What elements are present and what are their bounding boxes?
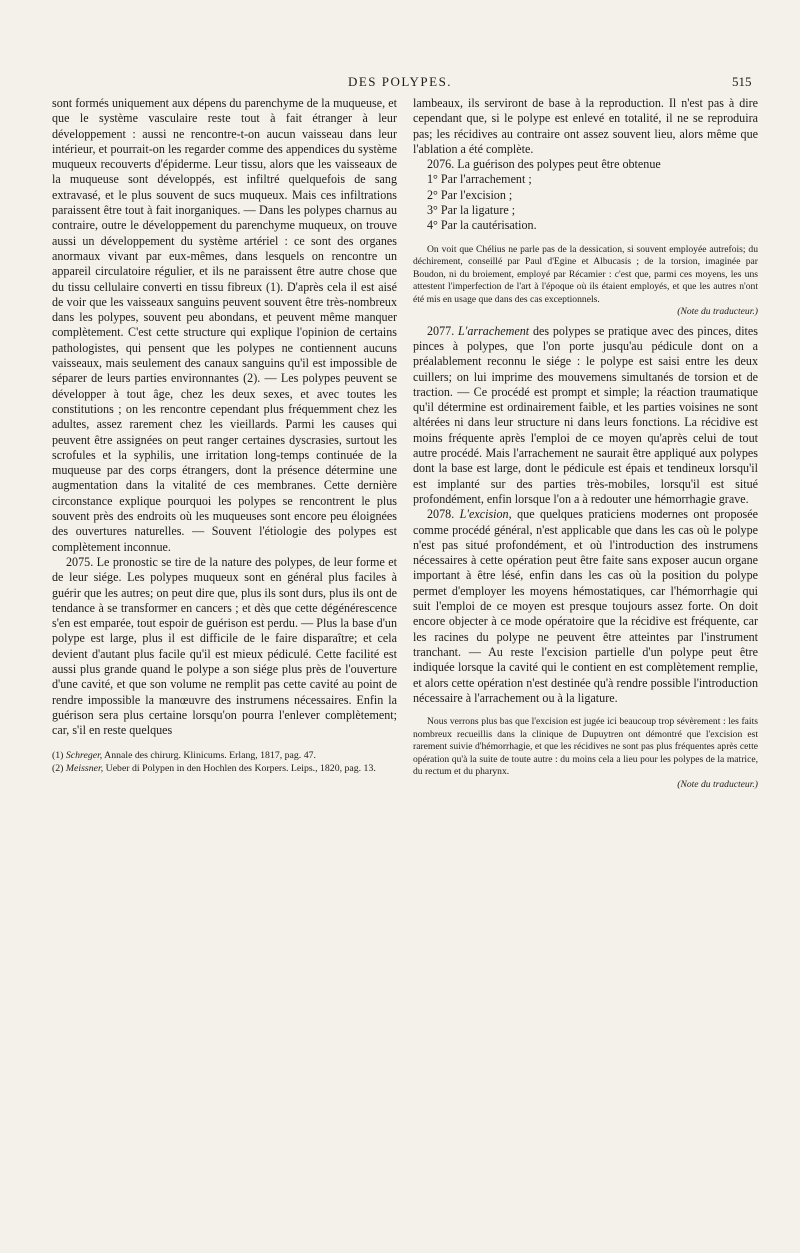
paragraph-2075: 2075. Le pronostic se tire de la nature des polypes, de leur forme et de leur siége. Les polypes muqueux sont en général plus faciles à guérir que les autres; on peut dire que, plus ils sont durs, plus ils ont de tendance à se transformer en cancers ; et dès que cette dégénérescence s'en est emparée, tout espoir de guérison est perdu. — Plus la base d'un polype est large, plus il est difficile de le faire disparaître; et cela devient d'autant plus facile qu'il est mieux pédiculé. Cette facilité est aussi plus grande quand le polype a son siége plus près de l'ouverture d'une cavité, et que son volume ne remplit pas cette cavité au point de rendre impossible la manœuvre des instrumens nécessaires. Enfin la guérison sera plus certaine lorsqu'on pourra l'enlever complètement; car, s'il en reste quelques — [52, 554, 397, 738]
list-item: 2° Par l'excision ; — [427, 187, 513, 202]
footnote-1-text: Annale des chirurg. Klinicums. Erlang, 1817, pag. 47. — [102, 750, 316, 762]
translator-note-1-signature: (Note du traducteur.) — [677, 306, 758, 318]
paragraph-continuation: lambeaux, ils serviront de base à la reproduction. Il n'est pas à dire cependant que, si le polype est enlevé en totalité, il ne se reproduira pas; les récidives au contraire ont assez souvent lieu, alors même que l'ablation a été complète. — [413, 96, 758, 156]
footnote-2-number: (2) — [52, 763, 64, 775]
list-item: 4° Par la cautérisation. — [427, 218, 537, 233]
paragraph-2077 — [413, 324, 758, 508]
paragraph-2078-term: L'excision — [459, 507, 509, 522]
right-column — [413, 96, 758, 791]
translator-note-1: On voit que Chélius ne parle pas de la dessication, si souvent employée autrefois; du déchirement, conseillé par Paul d'Egine et Albucasis ; de la torsion, imaginée par Boudon, ni du broiement, employé par Récamier : c'est que, parmi ces moyens, les uns attestent l'imperfection de l'art à l'époque où ils étaient employés, et que les autres n'ont été mis en usage que dans des cas exceptionnels. — [413, 243, 758, 305]
translator-note-2-signature: (Note du traducteur.) — [677, 778, 758, 790]
footnote-2-author: Meissner, — [65, 763, 104, 775]
footnote-2-text: Ueber di Polypen in den Hochlen des Korpers. Leips., 1820, pag. 13. — [103, 763, 376, 775]
left-column — [52, 96, 397, 776]
list-item: 3° Par la ligature ; — [427, 203, 516, 218]
footnote-1 — [52, 750, 397, 763]
running-title: DES POLYPES. — [347, 74, 453, 89]
page-number: 515 — [732, 74, 752, 89]
footnotes — [52, 750, 397, 776]
paragraph-2078 — [413, 507, 758, 706]
list-item: 1° Par l'arrachement ; — [427, 172, 532, 187]
footnote-1-author: Schreger, — [65, 750, 103, 762]
translator-note-2: Nous verrons plus bas que l'excision est jugée ici beaucoup trop sévèrement : les faits nombreux recueillis dans la clinique de Dupuytren ont démontré que l'excision est rarement suivie d'hémorrhagie, et que les récidives ne sont pas plus fréquentes après cette opération qu'à la suite de toute autre : du moins cela a lieu pour les polypes de la matrice, du rectum et du pharynx. — [413, 716, 758, 778]
paragraph-2077-text: des polypes se pratique avec des pinces, dites pinces à polypes, que l'on porte jusqu'au pédicule dont on a préalablement reconnu le siége : le polype est saisi entre les deux cuillers; on lui imprime des mouvemens simultanés de torsion et de traction. — Ce procédé est prompt et simple; la réaction traumatique qu'il détermine est ordinairement faible, et les parties voisines ne sont altérées ni dans leur structure ni dans leurs fonctions. La récidive est moins fréquente après l'emploi de ce moyen qu'après celui de tout autre procédé. Mais l'arrachement ne saurait être appliqué aux polypes dont la base est large, dont le pédicule est épais et tendineux lorsqu'il est implanté sur des parties très-mobiles, lorsqu'il est situé profondément, enfin lorsque l'on a à redouter une hémorrhagie grave. — [413, 323, 758, 506]
paragraph-2076: 2076. La guérison des polypes peut être obtenue — [427, 157, 661, 172]
paragraph-2077-term: L'arrachement — [458, 323, 530, 338]
footnote-1-number: (1) — [52, 750, 64, 762]
paragraph-2078-text: , que quelques praticiens modernes ont proposée comme procédé général, n'est applicable que dans les cas où le polype n'est pas situé profondément, et où l'introduction des instrumens nécessaires à cette opération peut être faite sans exposer aucun organe important à être lésé, enfin dans les cas où la position du polype permet d'employer les moyens hémostatiques, car l'hémorrhagie qui suit l'emploi de ce moyen est presque toujours assez forte. On doit encore objecter à ce mode opératoire que la récidive est fréquente, car les racines du polype ne peuvent être atteintes par l'instrument tranchant. — Au reste l'excision partielle d'un polype peut être indiquée lorsque la cavité qui le contient en est complètement remplie, et alors cette opération n'est destinée qu'à rendre possible l'introduction nécessaire à l'arrachement ou à la ligature. — [413, 507, 758, 705]
footnote-2 — [52, 763, 397, 776]
paragraph-2077-number: 2077. — [427, 323, 459, 338]
paragraph-structure: sont formés uniquement aux dépens du parenchyme de la muqueuse, et que le système vasculaire reste tout à fait étranger à leur développement : aussi ne rencontre-t-on aucun vaisseau dans leur intérieur, et pourrait-on les regarder comme des appendices du système muqueux recouverts d'épiderme. Leur tissu, alors que les vaisseaux de la muqueuse sont développés, est infiltré quelquefois de sang extravasé, et le plus souvent de sucs muqueux. Mais ces infiltrations paraissent être tout à fait inorganiques. — Dans les polypes charnus au contraire, outre le développement du parenchyme muqueux, on trouve aussi un développement du système artériel : ce sont des organes anormaux vivant par eux-mêmes, dans lesquels on rencontre un appareil circulatoire régulier, et ils ne paraissent être autre chose que du tissu cellulaire converti en tissu fibreux (1). D'après cela il est aisé de voir que les vaisseaux sanguins peuvent souvent être très-nombreux dans les polypes, souvent peu abondans, et peuvent même manquer complètement. C'est cette structure qui explique l'opinion de certains pathologistes, qui pensent que les polypes ne contiennent aucuns vaisseaux, mais seulement des canaux sanguins qu'il est impossible de séparer de leurs parties environnantes (2). — Les polypes peuvent se développer à tout âge, chez les deux sexes, et avec toutes les constitutions ; on les rencontre cependant plus fréquemment chez les adultes, assez rarement chez les vieillards. Parmi les causes qui peuvent être assignées on peut ranger certaines dyscrasies, surtout les scrofules et la syphilis, une irritation long-temps continuée de la muqueuse par des corps étrangers, dont la présence détermine une augmentation dans la vitalité de ces membranes. Cette dernière circonstance explique pourquoi les polypes se rencontrent le plus souvent près des endroits où les muqueuses sont encore peu éloignées des ouvertures naturelles. — Souvent l'étiologie des polypes est complètement inconnue. — [52, 96, 397, 554]
paragraph-2078-number: 2078. — [427, 507, 460, 522]
